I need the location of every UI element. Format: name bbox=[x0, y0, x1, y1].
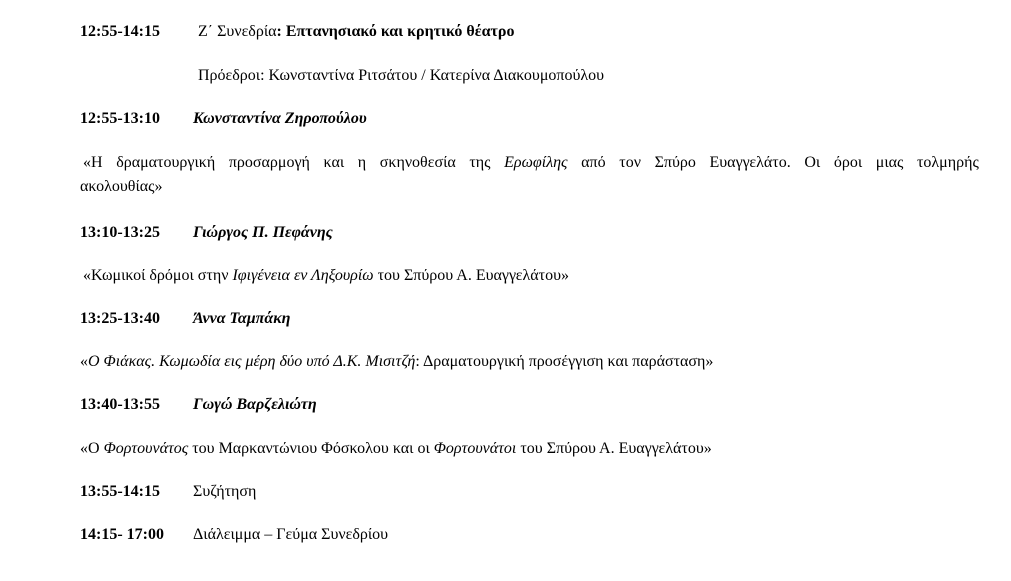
session-colon: : bbox=[276, 23, 282, 40]
title-text: « bbox=[80, 353, 88, 370]
talk-speaker: Κωνσταντίνα Ζηροπούλου bbox=[193, 110, 367, 127]
talk-time: 13:25-13:40 bbox=[80, 310, 160, 327]
talk-time: 12:55-13:10 bbox=[80, 110, 160, 127]
session-title-line bbox=[198, 22, 514, 42]
title-text: του Μαρκαντώνιου Φόσκολου και οι bbox=[188, 440, 434, 457]
title-word: προσαρμογή bbox=[228, 154, 310, 171]
title-italic-work: Φορτουνάτος bbox=[103, 440, 189, 457]
title-italic-work: Φορτουνάτοι bbox=[433, 440, 517, 457]
discussion-label: Συζήτηση bbox=[193, 483, 257, 500]
title-word: η bbox=[357, 154, 367, 171]
session-chairs-text: Πρόεδροι: Κωνσταντίνα Ριτσάτου / Κατερίνα Διακουμοπούλου bbox=[198, 67, 605, 84]
title-text: του Σπύρου Α. Ευαγγελάτου» bbox=[516, 440, 712, 457]
title-word: τον bbox=[619, 154, 641, 171]
talk-title-line-1 bbox=[83, 151, 979, 175]
talk-title-line-2: ακολουθίας» bbox=[80, 178, 163, 195]
talk-speaker: Γωγώ Βαρζελιώτη bbox=[193, 396, 317, 413]
break-time: 14:15- 17:00 bbox=[80, 526, 164, 543]
title-word: και bbox=[323, 154, 345, 171]
title-word: σκηνοθεσία bbox=[379, 154, 456, 171]
title-text: «Κωμικοί δρόμοι στην bbox=[83, 267, 233, 284]
talk-title bbox=[83, 266, 569, 286]
talk-time: 13:40-13:55 bbox=[80, 396, 160, 413]
title-italic-work: Ο Φιάκας. Κωμωδία εις μέρη δύο υπό Δ.Κ. Μισιτζή bbox=[88, 353, 416, 370]
session-time: 12:55-14:15 bbox=[80, 23, 160, 40]
session-chairs bbox=[198, 66, 604, 86]
talk-title bbox=[80, 352, 713, 372]
title-word: Οι bbox=[804, 154, 821, 171]
talk-title bbox=[80, 151, 979, 199]
title-text: «Ο bbox=[80, 440, 104, 457]
title-word: μιας bbox=[875, 154, 904, 171]
session-title: Επτανησιακό και κρητικό θέατρο bbox=[281, 23, 515, 40]
discussion-time: 13:55-14:15 bbox=[80, 483, 160, 500]
session-prefix: Ζ΄ Συνεδρία bbox=[198, 23, 277, 40]
title-text: : Δραματουργική προσέγγιση και παράσταση» bbox=[415, 353, 714, 370]
title-text: του Σπύρου Α. Ευαγγελάτου» bbox=[373, 267, 570, 284]
title-word: της bbox=[469, 154, 491, 171]
title-word: όροι bbox=[833, 154, 863, 171]
title-word: τολμηρής bbox=[916, 154, 979, 171]
title-italic-work: Ερωφίλης bbox=[504, 154, 568, 171]
talk-time: 13:10-13:25 bbox=[80, 224, 160, 241]
title-word: δραματουργική bbox=[116, 154, 216, 171]
title-word: Ευαγγελάτο. bbox=[709, 154, 791, 171]
talk-title bbox=[80, 439, 712, 459]
title-word: «Η bbox=[83, 154, 103, 171]
talk-speaker: Γιώργος Π. Πεφάνης bbox=[193, 224, 333, 241]
talk-speaker: Άννα Ταμπάκη bbox=[193, 310, 291, 327]
title-word: Σπύρο bbox=[654, 154, 696, 171]
break-label: Διάλειμμα – Γεύμα Συνεδρίου bbox=[193, 526, 389, 543]
title-word: από bbox=[581, 154, 606, 171]
title-italic-work: Ιφιγένεια εν Ληξουρίω bbox=[232, 267, 374, 284]
